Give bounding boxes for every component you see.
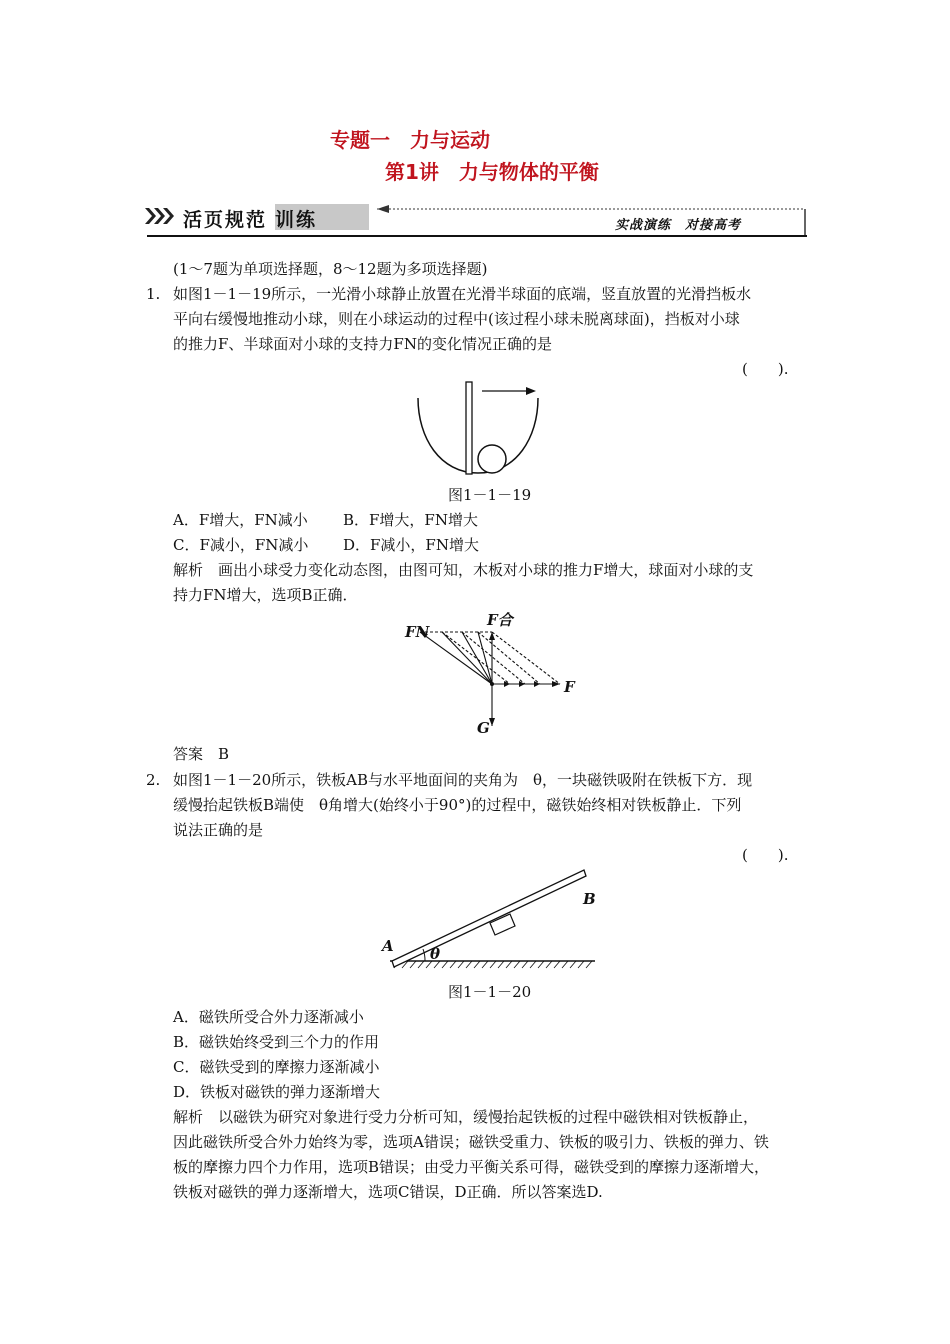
q2-figure-caption: 图1－1－20 [448,983,532,1001]
q2-number: 2. [146,771,161,789]
figure-1-1-20 [380,866,610,976]
lesson-title: 第1讲 力与物体的平衡 [385,160,599,184]
q1-line2: 平向右缓慢地推动小球，则在小球运动的过程中(该过程小球未脱离球面)，挡板对小球 [173,310,740,328]
label-b: B [583,890,596,908]
q2-analysis-line4: 铁板对磁铁的弹力逐渐增大，选项C错误，D正确．所以答案选D. [173,1183,603,1201]
label-f: F [564,678,575,696]
q1-option-d: D．F减小，FN增大 [343,536,479,554]
chapter-title: 专题一 力与运动 [330,128,490,152]
q1-figure-caption: 图1－1－19 [448,486,532,504]
q2-option-c: C．磁铁受到的摩擦力逐渐减小 [173,1058,380,1076]
q2-option-a: A．磁铁所受合外力逐渐减小 [173,1008,364,1026]
q2-blank: ( ). [742,846,789,864]
q2-line1: 如图1－1－20所示，铁板AB与水平地面间的夹角为 θ，一块磁铁吸附在铁板下方．现 [173,771,753,789]
q1-answer: 答案 B [173,745,230,763]
q2-line2: 缓慢抬起铁板B端使 θ角增大(始终小于90°)的过程中，磁铁始终相对铁板静止．下列 [173,796,742,814]
figure-1-1-19 [410,378,550,478]
q1-line1: 如图1－1－19所示，一光滑小球静止放置在光滑半球面的底端，竖直放置的光滑挡板水 [173,285,752,303]
q2-option-b: B．磁铁始终受到三个力的作用 [173,1033,380,1051]
label-a: A [382,937,394,955]
banner-sub: 实战演练 对接高考 [615,218,742,233]
q1-option-c: C．F减小，FN减小 [173,536,309,554]
q2-analysis-line2: 因此磁铁所受合外力始终为零，选项A错误；磁铁受重力、铁板的吸引力、铁板的弹力、铁 [173,1133,769,1151]
label-fn: FN [405,623,430,641]
q1-option-a: A．F增大，FN减小 [173,511,308,529]
q1-number: 1. [146,285,161,303]
q1-blank: ( ). [742,360,789,378]
q2-analysis-line3: 板的摩擦力四个力作用，选项B错误；由受力平衡关系可得，磁铁受到的摩擦力逐渐增大， [173,1158,770,1176]
intro-note: (1～7题为单项选择题，8～12题为多项选择题) [173,260,488,278]
label-fhe: F合 [487,611,513,629]
q2-line3: 说法正确的是 [173,821,264,839]
q2-analysis-line1: 解析 以磁铁为研究对象进行受力分析可知，缓慢抬起铁板的过程中磁铁相对铁板静止， [173,1108,759,1126]
q1-option-b: B．F增大，FN增大 [343,511,478,529]
banner-main-highlight: 训练 [275,209,318,231]
label-g: G [477,719,490,737]
banner-main: 活页规范 [183,209,268,231]
q2-option-d: D．铁板对磁铁的弹力逐渐增大 [173,1083,381,1101]
q1-line3: 的推力F、半球面对小球的支持力FN的变化情况正确的是 [173,335,552,353]
q1-analysis-line1: 解析 画出小球受力变化动态图，由图可知，木板对小球的推力F增大，球面对小球的支 [173,561,754,579]
label-theta: θ [430,945,441,963]
q1-analysis-line2: 持力FN增大，选项B正确． [173,586,358,604]
practice-banner [145,200,810,240]
